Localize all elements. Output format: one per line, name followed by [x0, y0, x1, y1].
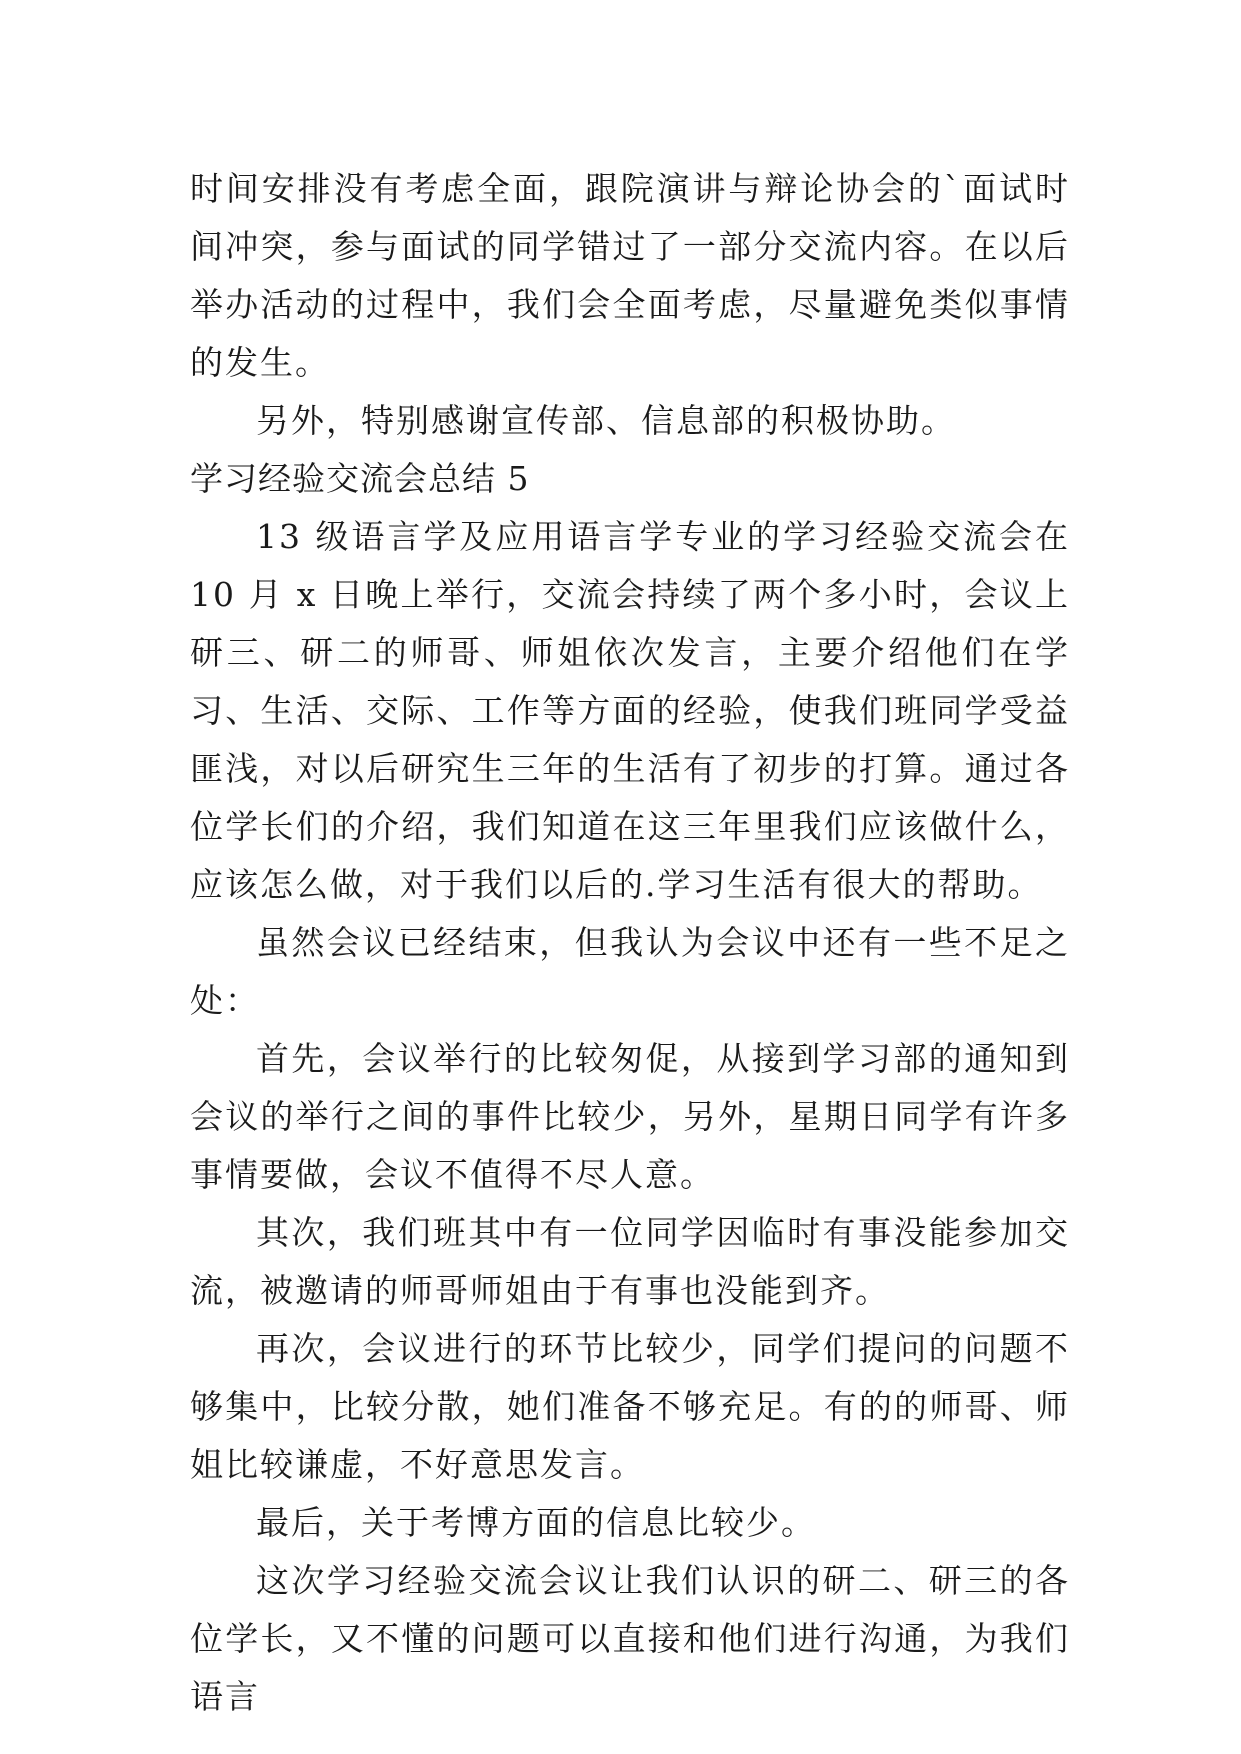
paragraph-conclusion: 这次学习经验交流会议让我们认识的研二、研三的各位学长，又不懂的问题可以直接和他们进行沟通，为我们语言 — [190, 1561, 1070, 1716]
document-body — [190, 160, 1070, 1726]
paragraph-intro: 13 级语言学及应用语言学专业的学习经验交流会在 10 月 x 日晚上举行，交流会持续了两个多小时，会议上研三、研二的师哥、师姐依次发言，主要介绍他们在学习、生活、交际、工作等方面的经验，使我们班同学受益匪浅，对以后研究生三年的生活有了初步的打算。通过各位学长们的介绍，我们知道在这三年里我们应该做什么，应该怎么做，对于我们以后的.学习生活有很大的帮助。 — [190, 517, 1070, 904]
paragraph-shortcomings: 虽然会议已经结束，但我认为会议中还有一些不足之处： — [190, 923, 1070, 1020]
paragraph-second: 其次，我们班其中有一位同学因临时有事没能参加交流，被邀请的师哥师姐由于有事也没能到齐。 — [190, 1213, 1070, 1310]
paragraph-thanks: 另外，特别感谢宣传部、信息部的积极协助。 — [256, 401, 956, 440]
paragraph-last: 最后，关于考博方面的信息比较少。 — [256, 1503, 816, 1542]
paragraph-first: 首先，会议举行的比较匆促，从接到学习部的通知到会议的举行之间的事件比较少，另外，星期日同学有许多事情要做，会议不值得不尽人意。 — [190, 1039, 1070, 1194]
paragraph-third: 再次，会议进行的环节比较少，同学们提问的问题不够集中，比较分散，她们准备不够充足。有的的师哥、师姐比较谦虚，不好意思发言。 — [190, 1329, 1070, 1484]
section-heading: 学习经验交流会总结 5 — [190, 459, 530, 498]
paragraph-continuation: 时间安排没有考虑全面，跟院演讲与辩论协会的`面试时间冲突，参与面试的同学错过了一部分交流内容。在以后举办活动的过程中，我们会全面考虑，尽量避免类似事情的发生。 — [190, 169, 1070, 382]
